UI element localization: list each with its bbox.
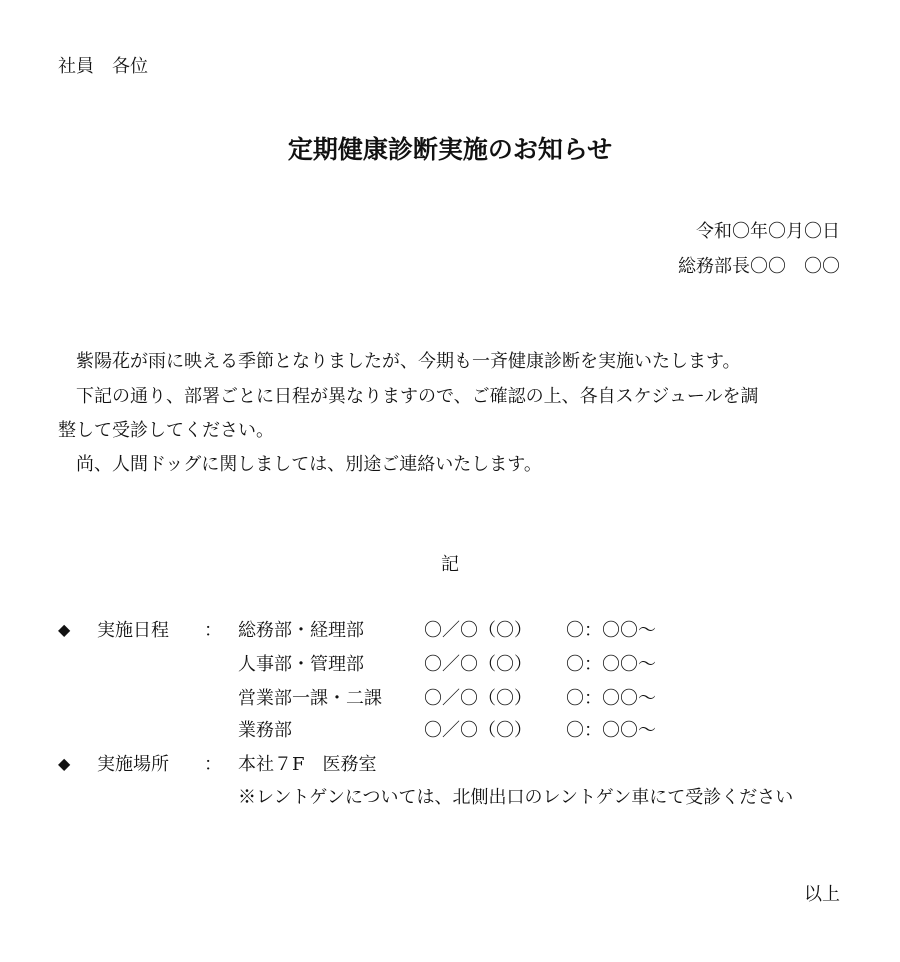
diamond-bullet-icon: ◆ [58, 620, 71, 639]
schedule-dept: 人事部・管理部 [238, 654, 364, 675]
schedule-time: 〇：〇〇～ [566, 720, 656, 741]
ki-heading: 記 [441, 554, 459, 575]
schedule-date: 〇／〇（〇） [424, 620, 532, 641]
schedule-time: 〇：〇〇～ [566, 620, 656, 641]
schedule-dept: 営業部一課・二課 [238, 688, 382, 709]
schedule-date: 〇／〇（〇） [424, 720, 532, 741]
schedule-dept: 業務部 [238, 720, 292, 741]
location-note: ※レントゲンについては、北側出口のレントゲン車にて受診ください [238, 787, 794, 808]
body-paragraph-2-cont: 整して受診してください。 [58, 420, 274, 441]
diamond-bullet-icon: ◆ [58, 754, 71, 773]
issue-date: 令和〇年〇月〇日 [696, 221, 840, 242]
addressee: 社員 各位 [58, 56, 148, 77]
body-paragraph-1: 紫陽花が雨に映える季節となりましたが、今期も一斉健康診断を実施いたします。 [76, 351, 741, 372]
body-paragraph-2: 下記の通り、部署ごとに日程が異なりますので、ご確認の上、各自スケジュールを調 [76, 386, 759, 407]
location-label: 実施場所 [97, 754, 169, 775]
schedule-time: 〇：〇〇～ [566, 688, 656, 709]
colon: ： [204, 754, 222, 775]
schedule-time: 〇：〇〇～ [566, 654, 656, 675]
closing: 以上 [804, 884, 840, 905]
schedule-date: 〇／〇（〇） [424, 688, 532, 709]
schedule-dept: 総務部・経理部 [238, 620, 364, 641]
document-title: 定期健康診断実施のお知らせ [287, 135, 613, 164]
location-value: 本社７F 医務室 [238, 754, 377, 775]
schedule-date: 〇／〇（〇） [424, 654, 532, 675]
sender: 総務部長〇〇 〇〇 [678, 256, 840, 277]
body-paragraph-3: 尚、人間ドッグに関しましては、別途ご連絡いたします。 [76, 454, 542, 475]
schedule-label: 実施日程 [97, 620, 169, 641]
colon: ： [204, 620, 222, 641]
